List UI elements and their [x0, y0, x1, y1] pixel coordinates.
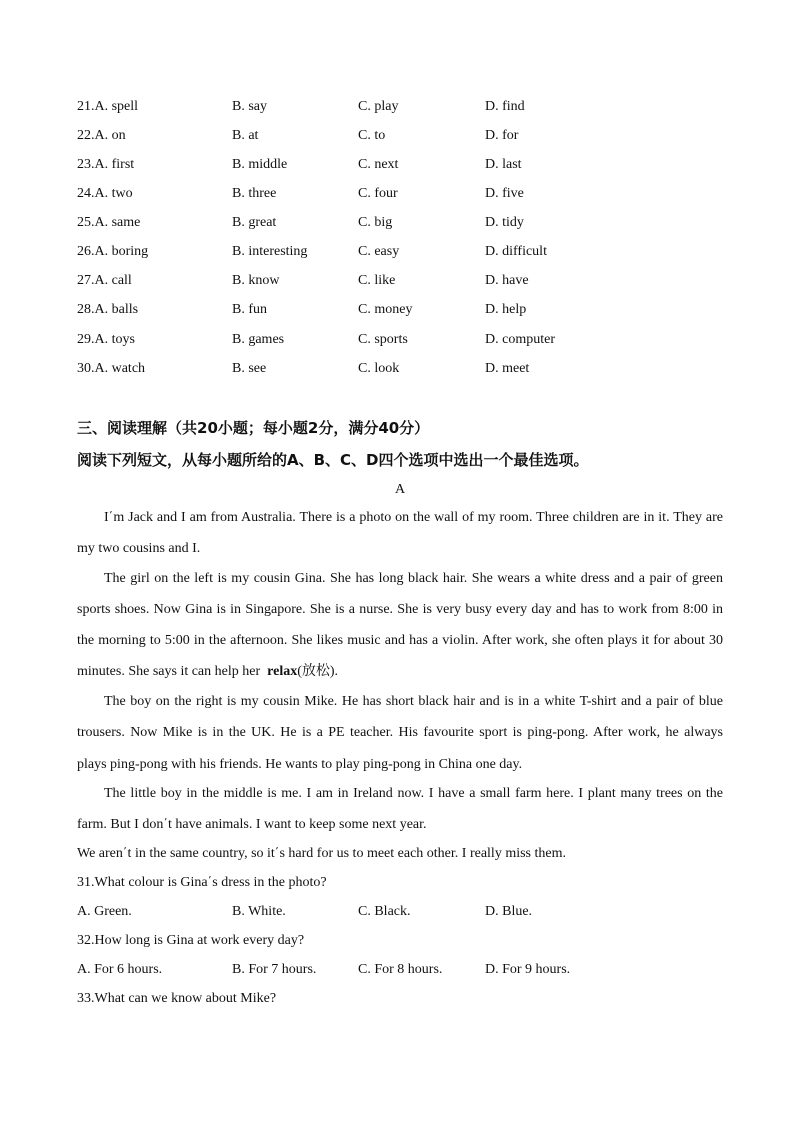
- option-c: C. look: [358, 361, 400, 376]
- cloze-option-row: [77, 359, 777, 379]
- option-b: B. fun: [232, 302, 267, 317]
- option-a: 29.A. toys: [77, 332, 135, 347]
- option-a: A. For 6 hours.: [77, 962, 163, 977]
- passage-line: trousers. Now Mike is in the UK. He is a PE teacher. His favourite sport is ping-pong. After work, he always: [77, 725, 723, 740]
- cloze-option-row: [77, 242, 777, 262]
- question-options: [77, 902, 777, 922]
- option-c: C. big: [358, 215, 393, 230]
- option-b: B. White.: [232, 904, 286, 919]
- cloze-option-row: [77, 126, 777, 146]
- passage-line: the morning to 5:00 in the afternoon. She likes music and has a violin. After work, she often plays it for about 30: [77, 633, 723, 648]
- section-title: 三、阅读理解（共20小题；每小题2分，满分40分）: [77, 419, 430, 437]
- option-b: B. For 7 hours.: [232, 962, 317, 977]
- passage-line: farm. But I don΄t have animals. I want to keep some next year.: [77, 817, 427, 832]
- option-b: B. see: [232, 361, 267, 376]
- question-stem: 31.What colour is Gina΄s dress in the photo?: [77, 875, 327, 890]
- option-a: 27.A. call: [77, 273, 132, 288]
- option-d: D. last: [485, 157, 522, 172]
- option-d: D. tidy: [485, 215, 524, 230]
- option-a: 26.A. boring: [77, 244, 149, 259]
- option-c: C. like: [358, 273, 396, 288]
- option-c: C. play: [358, 99, 399, 114]
- passage-line: plays ping-pong with his friends. He wants to play ping-pong in China one day.: [77, 757, 523, 772]
- option-a: 21.A. spell: [77, 99, 139, 114]
- cloze-option-row: [77, 155, 777, 175]
- passage-line: We aren΄t in the same country, so it΄s hard for us to meet each other. I really miss them.: [77, 846, 566, 861]
- option-d: D. computer: [485, 332, 555, 347]
- passage-line: my two cousins and I.: [77, 541, 201, 556]
- option-b: B. games: [232, 332, 285, 347]
- relax-word: relax: [267, 664, 298, 679]
- option-b: B. interesting: [232, 244, 308, 259]
- option-a: 28.A. balls: [77, 302, 139, 317]
- passage-line: I΄m Jack and I am from Australia. There is a photo on the wall of my room. Three children are in it. They are: [104, 510, 723, 525]
- option-c: C. next: [358, 157, 399, 172]
- option-b: B. middle: [232, 157, 288, 172]
- option-d: D. Blue.: [485, 904, 533, 919]
- option-d: D. For 9 hours.: [485, 962, 571, 977]
- option-d: D. difficult: [485, 244, 547, 259]
- relax-gloss: (放松).: [297, 664, 339, 679]
- cloze-option-row: [77, 97, 777, 117]
- cloze-option-row: [77, 213, 777, 233]
- option-a: 30.A. watch: [77, 361, 146, 376]
- option-a: 24.A. two: [77, 186, 133, 201]
- option-c: C. money: [358, 302, 413, 317]
- section-instruction: 阅读下列短文，从每小题所给的A、B、C、D四个选项中选出一个最佳选项。: [77, 451, 589, 469]
- option-a: A. Green.: [77, 904, 132, 919]
- option-a: 22.A. on: [77, 128, 126, 143]
- option-d: D. have: [485, 273, 529, 288]
- option-c: C. Black.: [358, 904, 411, 919]
- passage-line: sports shoes. Now Gina is in Singapore. She is a nurse. She is very busy every day and has to work from 8:00 in: [77, 602, 723, 617]
- passage-label: A: [394, 482, 406, 497]
- option-b: B. at: [232, 128, 259, 143]
- option-b: B. say: [232, 99, 267, 114]
- option-d: D. find: [485, 99, 525, 114]
- option-c: C. four: [358, 186, 398, 201]
- question-options: [77, 960, 777, 980]
- passage-line: minutes. She says it can help her relax(放松).: [77, 664, 339, 679]
- cloze-option-row: [77, 300, 777, 320]
- passage-line: The boy on the right is my cousin Mike. He has short black hair and is in a white T-shirt and a pair of blue: [104, 694, 723, 709]
- option-c: C. For 8 hours.: [358, 962, 443, 977]
- option-b: B. know: [232, 273, 280, 288]
- option-c: C. sports: [358, 332, 408, 347]
- cloze-option-row: [77, 271, 777, 291]
- cloze-option-row: [77, 184, 777, 204]
- passage-line: The little boy in the middle is me. I am in Ireland now. I have a small farm here. I plant many trees on the: [104, 786, 723, 801]
- question-stem: 33.What can we know about Mike?: [77, 991, 277, 1006]
- option-b: B. three: [232, 186, 277, 201]
- cloze-option-row: [77, 330, 777, 350]
- option-d: D. help: [485, 302, 527, 317]
- option-c: C. easy: [358, 244, 400, 259]
- option-a: 25.A. same: [77, 215, 141, 230]
- option-a: 23.A. first: [77, 157, 135, 172]
- option-d: D. meet: [485, 361, 530, 376]
- question-stem: 32.How long is Gina at work every day?: [77, 933, 305, 948]
- option-c: C. to: [358, 128, 386, 143]
- option-b: B. great: [232, 215, 277, 230]
- passage-line: The girl on the left is my cousin Gina. She has long black hair. She wears a white dress and a pair of green: [104, 571, 723, 586]
- option-d: D. for: [485, 128, 519, 143]
- option-d: D. five: [485, 186, 524, 201]
